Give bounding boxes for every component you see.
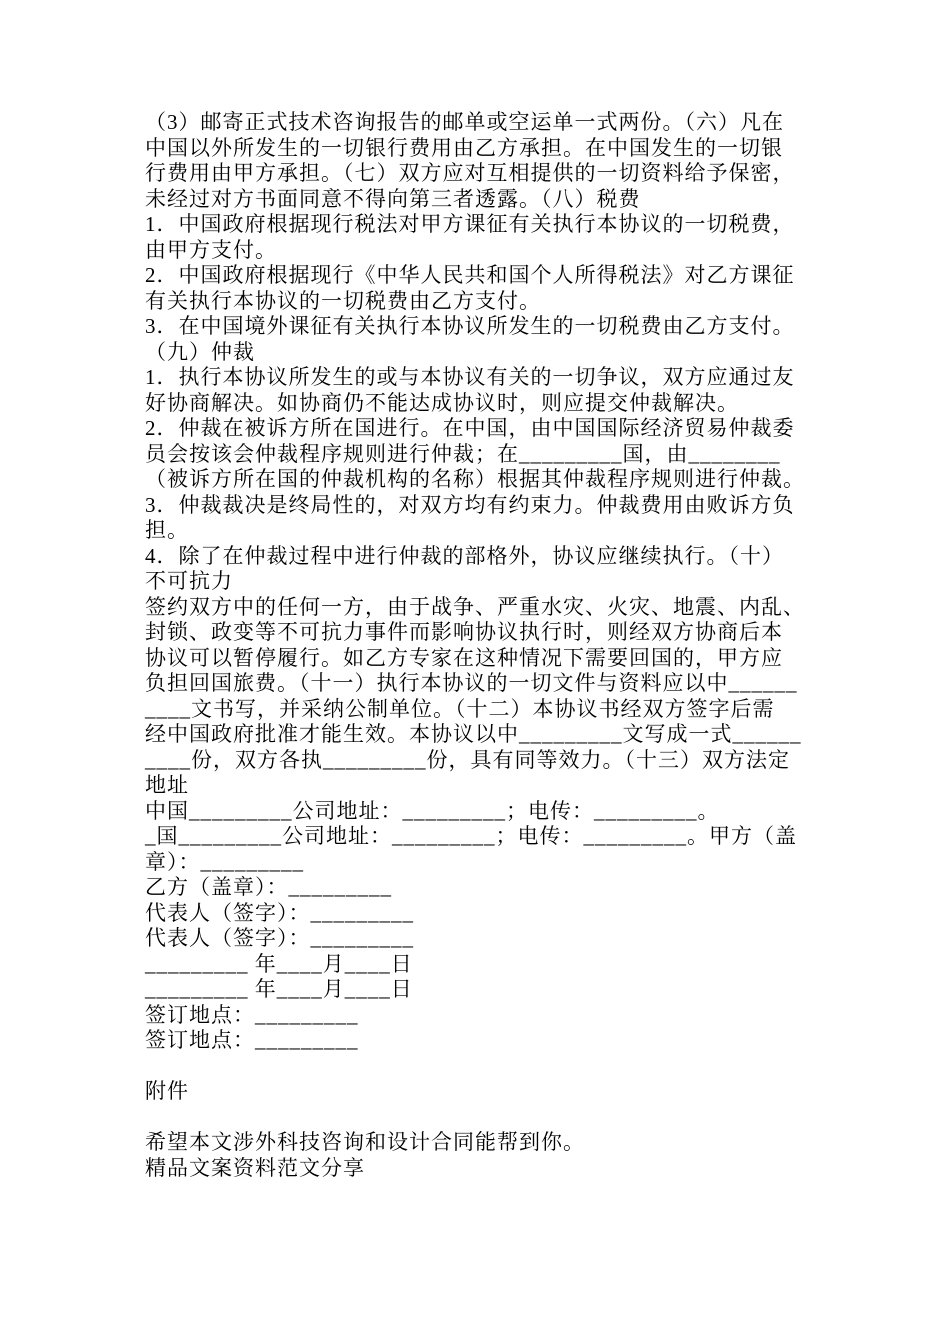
document-line	[145, 1105, 835, 1131]
document-line: 希望本文涉外科技咨询和设计合同能帮到你。	[145, 1130, 585, 1154]
document-line	[145, 1054, 835, 1080]
document-line: 负担回国旅费。（十一）执行本协议的一切文件与资料应以中______	[145, 671, 798, 695]
document-line: （3）邮寄正式技术咨询报告的邮单或空运单一式两份。（六）凡在	[145, 110, 784, 134]
document-line: 1．中国政府根据现行税法对甲方课征有关执行本协议的一切税费，	[145, 212, 795, 236]
document-line: 附件	[145, 1079, 189, 1103]
document-line: 签订地点：_________	[145, 1002, 359, 1027]
document-line: （九）仲裁	[145, 339, 255, 364]
document-line: _国_________公司地址：_________；电传：_________。甲方（盖	[145, 824, 797, 848]
document-line: 由甲方支付。	[145, 237, 277, 262]
document-line: 经中国政府批准才能生效。本协议以中_________文写成一式______	[145, 722, 802, 746]
document-line: 有关执行本协议的一切税费由乙方支付。	[145, 288, 541, 313]
document-line: 不可抗力	[145, 569, 233, 593]
document-line: 代表人（签字）：_________	[145, 900, 414, 925]
document-line: 3．仲裁裁决是终局性的，对双方均有约束力。仲裁费用由败诉方负	[145, 492, 795, 517]
document-line: ____文书写，并采纳公制单位。（十二）本协议书经双方签字后需	[145, 696, 775, 721]
document-line: 协议可以暂停履行。如乙方专家在这种情况下需要回国的，甲方应	[145, 645, 783, 670]
document-content	[145, 110, 835, 1181]
document-line: 2．仲裁在被诉方所在国进行。在中国，由中国国际经济贸易仲裁委	[145, 416, 795, 440]
document-line: 2．中国政府根据现行《中华人民共和国个人所得税法》对乙方课征	[145, 263, 795, 287]
document-line: ____份，双方各执_________份，具有同等效力。（十三）双方法定	[145, 747, 790, 772]
document-line: 好协商解决。如协商仍不能达成协议时，则应提交仲裁解决。	[145, 390, 739, 415]
document-line: 4．除了在仲裁过程中进行仲裁的部格外，协议应继续执行。（十）	[145, 543, 784, 568]
document-line: _________ 年____月____日	[145, 977, 413, 1001]
document-line: 地址	[145, 773, 189, 797]
document-line: 中国以外所发生的一切银行费用由乙方承担。在中国发生的一切银	[145, 135, 783, 160]
document-line: 乙方（盖章）：_________	[145, 875, 392, 899]
document-line: _________ 年____月____日	[145, 951, 413, 976]
document-line: 章）：_________	[145, 849, 304, 874]
document-line: 未经过对方书面同意不得向第三者透露。（八）税费	[145, 186, 641, 211]
document-line: 1．执行本协议所发生的或与本协议有关的一切争议，双方应通过友	[145, 365, 795, 389]
document-line: 中国_________公司地址：_________；电传：_________。	[145, 798, 720, 823]
document-line: 担。	[145, 518, 189, 542]
document-line: 签订地点：_________	[145, 1028, 359, 1052]
document-line: 3．在中国境外课征有关执行本协议所发生的一切税费由乙方支付。	[145, 314, 795, 338]
document-line: 签约双方中的任何一方，由于战争、严重水灾、火灾、地震、内乱、	[145, 594, 805, 619]
document-line: 代表人（签字）：_________	[145, 926, 414, 950]
document-line: 员会按该会仲裁程序规则进行仲裁；在_________国，由________	[145, 441, 781, 466]
document-line: 封锁、政变等不可抗力事件而影响协议执行时，则经双方协商后本	[145, 620, 783, 644]
document-line: 行费用由甲方承担。（七）双方应对互相提供的一切资料给予保密，	[145, 161, 795, 185]
document-line: （被诉方所在国的仲裁机构的名称）根据其仲裁程序规则进行仲裁。	[145, 467, 805, 491]
document-line: 精品文案资料范文分享	[145, 1155, 365, 1180]
